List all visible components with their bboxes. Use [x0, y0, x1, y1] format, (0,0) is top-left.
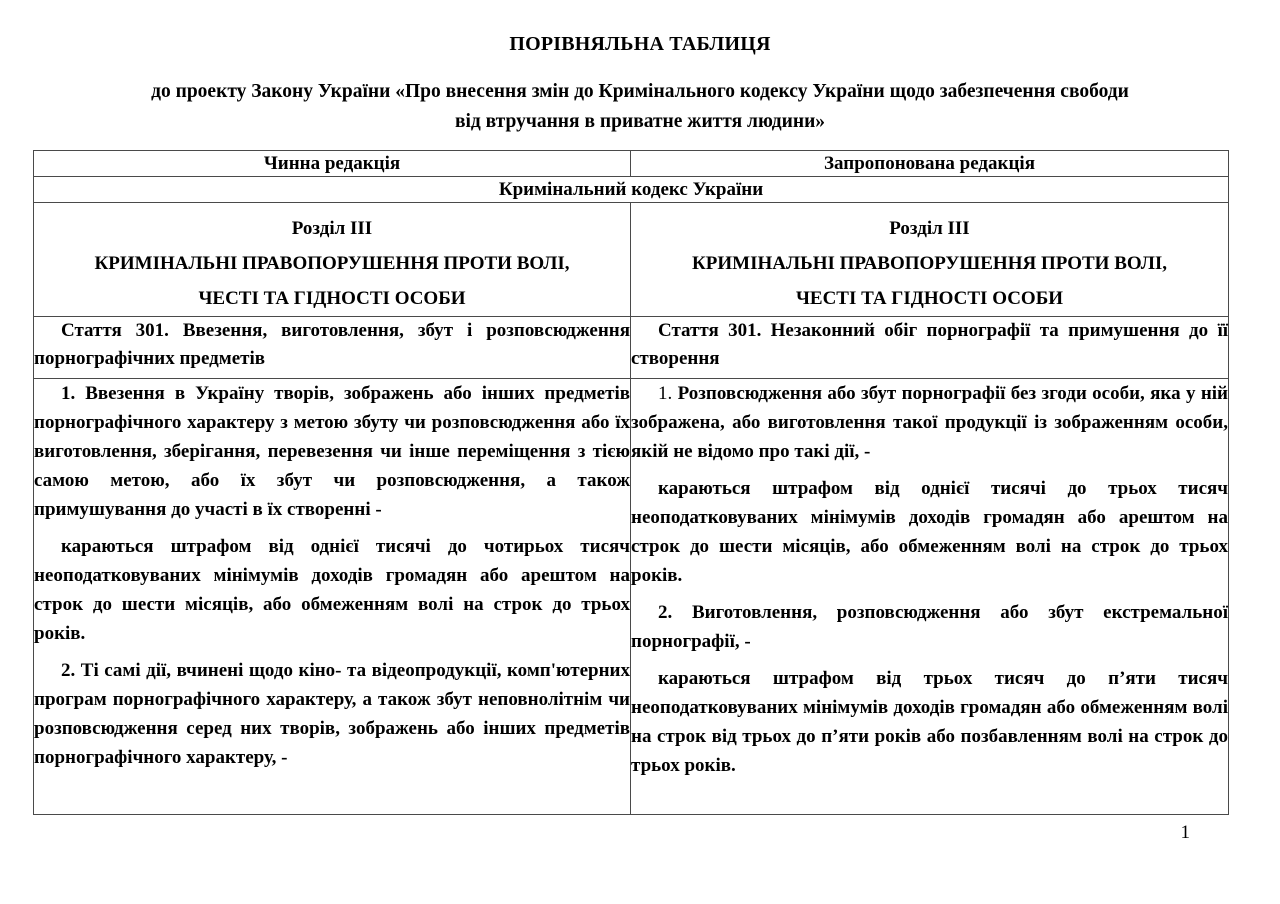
code-heading-row — [34, 177, 1229, 203]
article-title-proposed: Стаття 301. Незаконний обіг порнографії та примушення до її створення — [631, 320, 1228, 369]
document-title: ПОРІВНЯЛЬНА ТАБЛИЦЯ — [509, 33, 771, 55]
paragraph-proposed-1-text: Розповсюдження або збут порнографії без згоди особи, яка у ній зображена, або виготовлення такої продукції із зображенням особи, якій не відомо про такі дії, - — [631, 383, 1229, 462]
table-header-row — [34, 151, 1229, 177]
paragraph-proposed-4: караються штрафом від трьох тисяч до п’яти тисяч неоподатковуваних мінімумів доходів громадян або обмеженням волі на строк від трьох до п’яти років або позбавленням волі на строк до трьох років. — [631, 668, 1228, 776]
article-title-current: Стаття 301. Ввезення, виготовлення, збут і розповсюдження порнографічних предметів — [34, 320, 630, 369]
comparison-table — [33, 150, 1229, 815]
section-row — [34, 203, 1229, 317]
paragraph-proposed-3: 2. Виготовлення, розповсюдження або збут екстремальної порнографії, - — [631, 602, 1228, 652]
chapter-heading-current-line1: КРИМІНАЛЬНІ ПРАВОПОРУШЕННЯ ПРОТИ ВОЛІ, — [94, 253, 570, 274]
section-cell-current — [34, 203, 631, 317]
article-title-proposed-cell — [631, 317, 1229, 379]
article-body-row — [34, 379, 1229, 815]
chapter-heading-current — [34, 246, 630, 316]
code-heading: Кримінальний кодекс України — [34, 177, 1229, 203]
article-body-current — [34, 379, 631, 815]
paragraph-current-1: 1. Ввезення в Україну творів, зображень або інших предметів порнографічного характеру з метою збуту чи розповсюдження або їх виготовлення, зберігання, перевезення чи інше переміщення з тією самою метою, або їх збут чи розповсюдження, а також примушування до участі в їх створенні - — [34, 383, 630, 520]
page-number: 1 — [1180, 822, 1190, 843]
document-subtitle-line1: до проекту Закону України «Про внесення змін до Кримінального кодексу України щодо забезпечення свободи — [151, 81, 1129, 102]
paragraph-current-2: караються штрафом від однієї тисячі до чотирьох тисяч неоподатковуваних мінімумів доходів громадян або арештом на строк до шести місяців, або обмеженням волі на строк до трьох років. — [34, 536, 630, 644]
paragraph-proposed-2: караються штрафом від однієї тисячі до трьох тисяч неоподатковуваних мінімумів доходів громадян або арештом на строк до шести місяців, або обмеженням волі на строк до трьох років. — [631, 478, 1228, 586]
chapter-label-proposed: Розділ III — [889, 218, 970, 239]
article-body-proposed — [631, 379, 1229, 815]
column-header-current: Чинна редакція — [34, 151, 631, 177]
document-subtitle-line2: від втручання в приватне життя людини» — [454, 111, 826, 132]
chapter-heading-proposed — [631, 246, 1228, 316]
paragraph-current-3: 2. Ті самі дії, вчинені щодо кіно- та відеопродукції, комп'ютерних програм порнографічного характеру, а також збут неповнолітнім чи розповсюдження серед них творів, зображень або інших предметів порнографічного характеру, - — [34, 660, 630, 768]
chapter-heading-proposed-line1: КРИМІНАЛЬНІ ПРАВОПОРУШЕННЯ ПРОТИ ВОЛІ, — [691, 253, 1168, 274]
article-title-current-cell — [34, 317, 631, 379]
paragraph-proposed-1-number: 1. — [658, 383, 673, 404]
document-subtitle — [0, 77, 1280, 137]
column-header-proposed: Запропонована редакція — [631, 151, 1229, 177]
section-cell-proposed — [631, 203, 1229, 317]
chapter-heading-current-line2: ЧЕСТІ ТА ГІДНОСТІ ОСОБИ — [198, 288, 466, 309]
paragraph-proposed-1 — [631, 379, 1228, 466]
chapter-heading-proposed-line2: ЧЕСТІ ТА ГІДНОСТІ ОСОБИ — [795, 288, 1064, 309]
article-title-row — [34, 317, 1229, 379]
chapter-label-current: Розділ III — [291, 218, 373, 239]
